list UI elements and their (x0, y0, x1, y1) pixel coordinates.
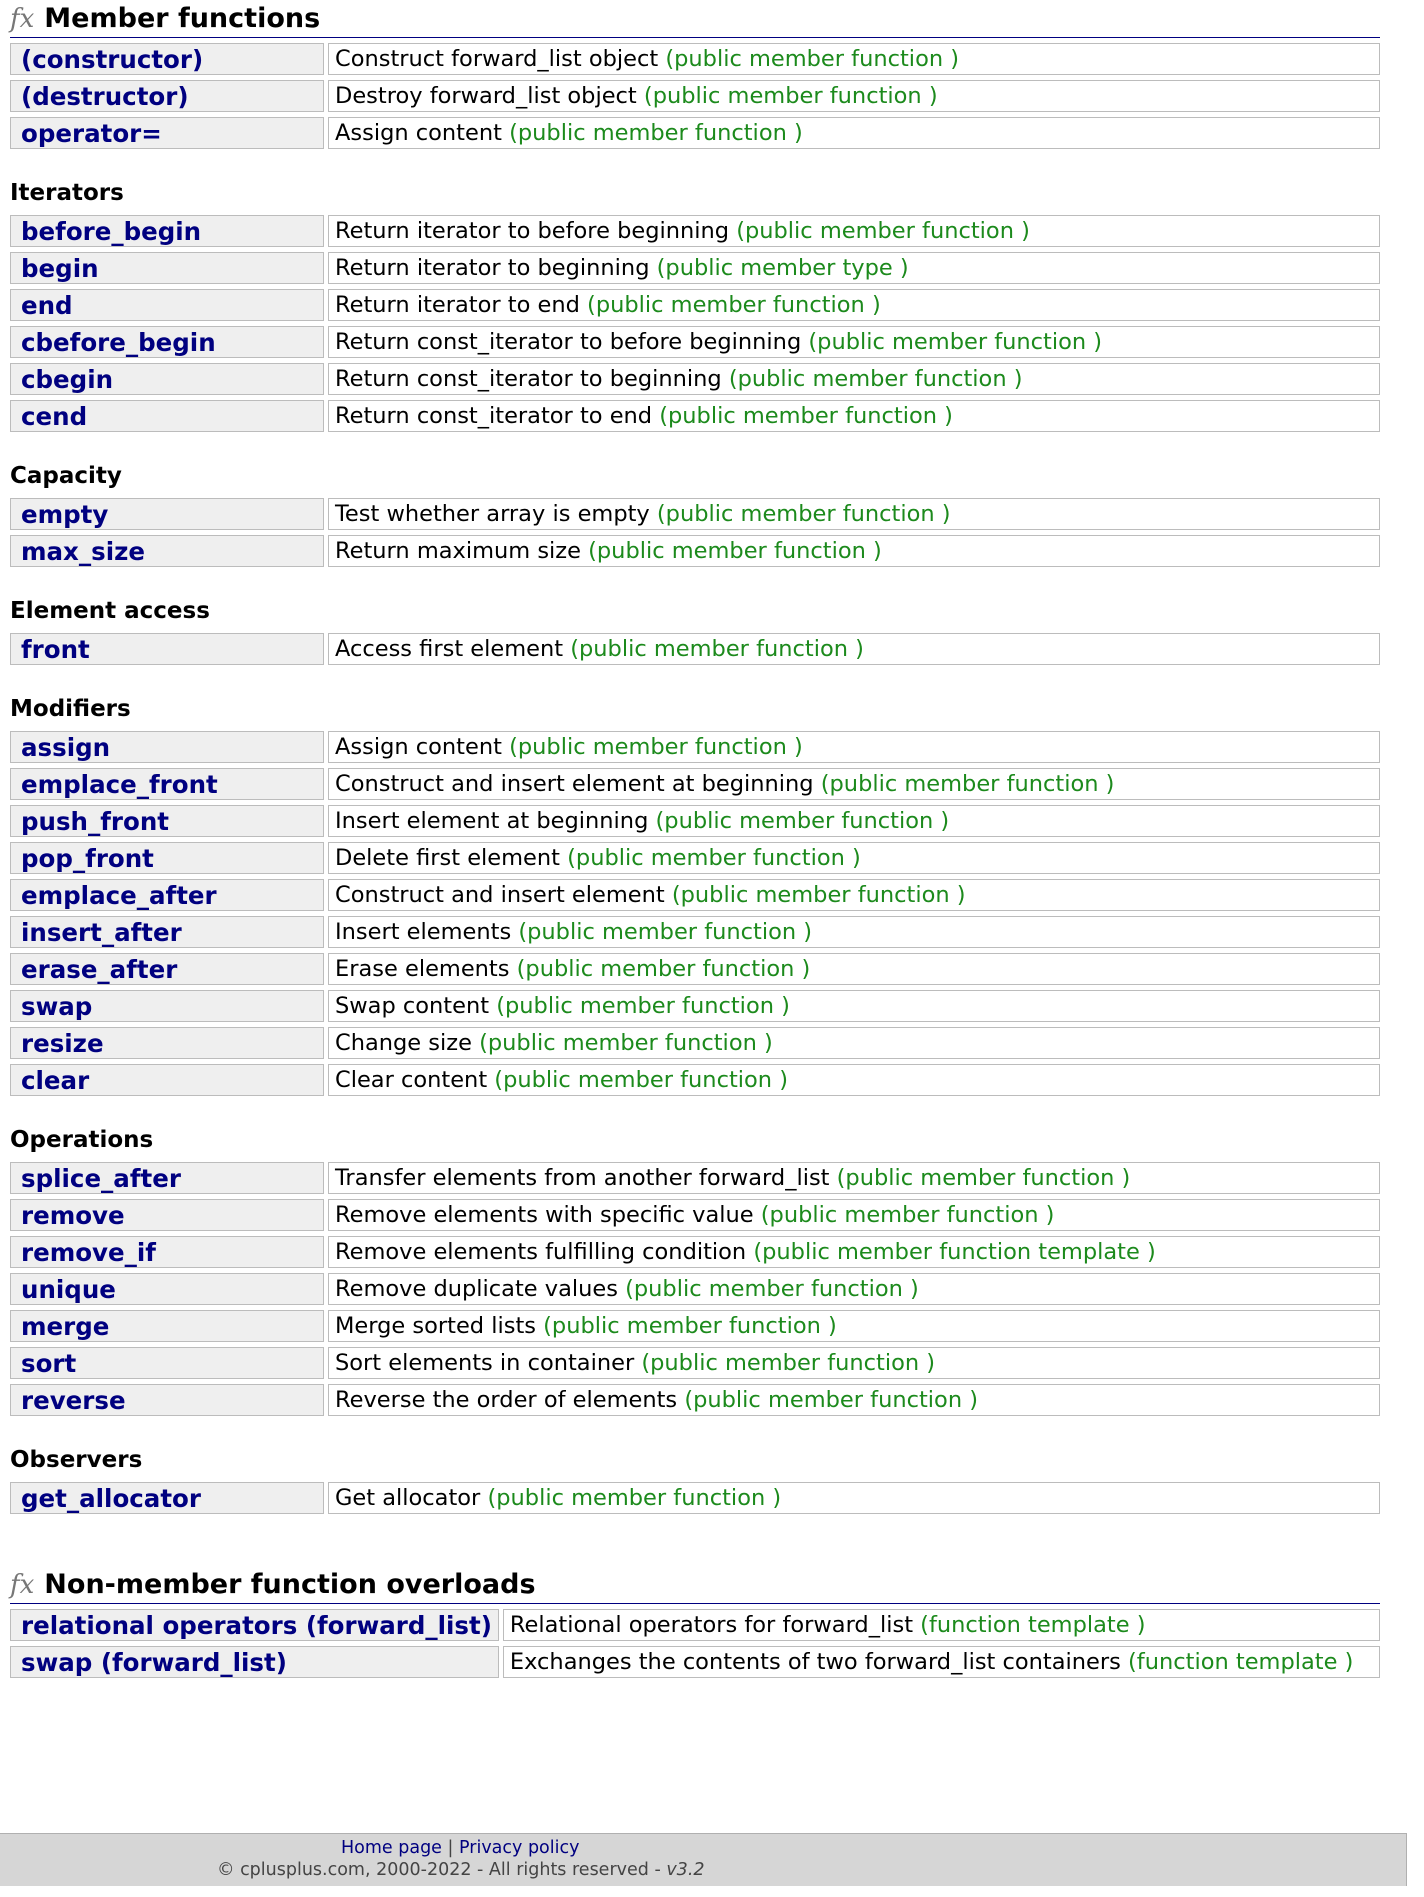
member-type-label: (function template ) (920, 1612, 1146, 1638)
function-description (328, 842, 1380, 874)
member-type-label: (public member function ) (643, 83, 938, 109)
description-text: Return maximum size (335, 538, 581, 564)
member-type-label: (public member function ) (494, 1067, 788, 1093)
description-text: Access first element (335, 636, 564, 662)
member-type-label: (public member function ) (588, 538, 882, 564)
privacy-policy-link[interactable]: Privacy policy (459, 1838, 580, 1858)
description-text: Return const_iterator to before beginning (335, 329, 802, 355)
function-group (10, 594, 1380, 670)
member-groups (10, 176, 1380, 1519)
table-row (10, 1027, 1380, 1059)
member-type-label: (public member function ) (518, 919, 813, 945)
description-text: Relational operators for forward_list (509, 1612, 914, 1638)
function-group (10, 459, 1380, 572)
function-name-link[interactable]: cbefore_begin (10, 326, 324, 358)
function-name-link[interactable]: cend (10, 400, 324, 432)
table-row (10, 80, 1380, 112)
group-heading: Modifiers (10, 696, 131, 722)
description-text: Return const_iterator to beginning (335, 366, 722, 392)
description-text: Reverse the order of elements (335, 1387, 678, 1413)
group-heading: Iterators (10, 180, 124, 206)
function-description (328, 1162, 1380, 1194)
function-name-link[interactable]: remove (10, 1199, 324, 1231)
table-row (10, 289, 1380, 321)
function-description (328, 43, 1380, 75)
table-row (10, 768, 1380, 800)
table-row (10, 1199, 1380, 1231)
function-description (328, 1273, 1380, 1305)
function-description (328, 1199, 1380, 1231)
table-row (10, 1482, 1380, 1514)
description-text: Return const_iterator to end (335, 403, 653, 429)
description-text: Assign content (335, 120, 502, 146)
fx-icon: fx (10, 1570, 35, 1600)
function-description (328, 633, 1380, 665)
function-description (328, 1236, 1380, 1268)
function-description (328, 768, 1380, 800)
description-text: Swap content (335, 993, 490, 1019)
function-name-link[interactable]: resize (10, 1027, 324, 1059)
function-description (328, 1482, 1380, 1514)
member-type-label: (public member function ) (684, 1387, 979, 1413)
table-row (10, 1646, 1380, 1678)
function-description (328, 326, 1380, 358)
table-row (10, 1310, 1380, 1342)
member-type-label: (public member function ) (567, 845, 861, 871)
section-heading-member-functions (10, 0, 1380, 38)
function-name-link[interactable]: (destructor) (10, 80, 324, 112)
function-description (328, 805, 1380, 837)
member-type-label: (public member function ) (516, 956, 811, 982)
table-row (10, 498, 1380, 530)
member-type-label: (public member function ) (655, 808, 950, 834)
member-type-label: (public member function ) (808, 329, 1103, 355)
function-name-link[interactable]: relational operators (forward_list) (10, 1609, 499, 1641)
function-name-link[interactable]: reverse (10, 1384, 324, 1416)
function-name-link[interactable]: end (10, 289, 324, 321)
table-row (10, 1162, 1380, 1194)
member-type-label: (public member function ) (656, 501, 951, 527)
table-row (10, 363, 1380, 395)
function-name-link[interactable]: remove_if (10, 1236, 324, 1268)
function-group (10, 1123, 1380, 1421)
table-row (10, 805, 1380, 837)
member-type-label: (public member function ) (820, 771, 1115, 797)
description-text: Return iterator to before beginning (335, 218, 730, 244)
function-description (328, 916, 1380, 948)
footer-links (341, 1838, 579, 1858)
table-row (10, 1609, 1380, 1641)
description-text: Remove elements with specific value (335, 1202, 754, 1228)
table-row (10, 1347, 1380, 1379)
group-heading: Operations (10, 1127, 154, 1153)
function-description (328, 252, 1380, 284)
function-name-link[interactable]: front (10, 633, 324, 665)
footer-separator: | (447, 1838, 454, 1858)
function-name-link[interactable]: cbegin (10, 363, 324, 395)
function-description (328, 535, 1380, 567)
table-row (10, 400, 1380, 432)
table-row (10, 916, 1380, 948)
function-description (503, 1609, 1380, 1641)
function-description (328, 879, 1380, 911)
table-row (10, 326, 1380, 358)
function-description (503, 1646, 1380, 1678)
group-heading: Capacity (10, 463, 122, 489)
member-type-label: (public member function ) (509, 734, 803, 760)
function-table (6, 1477, 1384, 1519)
description-text: Erase elements (335, 956, 510, 982)
table-row (10, 1273, 1380, 1305)
member-type-label: (public member function ) (509, 120, 803, 146)
function-description (328, 498, 1380, 530)
group-heading: Element access (10, 598, 210, 624)
fx-icon: fx (10, 4, 35, 34)
function-name-link[interactable]: sort (10, 1347, 324, 1379)
nonmember-functions-list (10, 1604, 1380, 1683)
function-name-link[interactable]: max_size (10, 535, 324, 567)
description-text: Test whether array is empty (335, 501, 650, 527)
section-title: Member functions (44, 3, 321, 34)
description-text: Construct forward_list object (335, 46, 659, 72)
function-name-link[interactable]: (constructor) (10, 43, 324, 75)
function-name-link[interactable]: emplace_front (10, 768, 324, 800)
group-heading: Observers (10, 1447, 143, 1473)
member-type-label: (public member function ) (641, 1350, 936, 1376)
member-type-label: (public member function ) (671, 882, 966, 908)
member-type-label: (public member function ) (487, 1485, 782, 1511)
description-text: Get allocator (335, 1485, 481, 1511)
table-row (10, 43, 1380, 75)
section-title: Non-member function overloads (44, 1569, 536, 1600)
function-description (328, 289, 1380, 321)
function-name-link[interactable]: before_begin (10, 215, 324, 247)
table-row (10, 990, 1380, 1022)
footer (0, 1833, 1407, 1886)
version: v3.2 (666, 1860, 705, 1880)
function-description (328, 1310, 1380, 1342)
table-row (10, 879, 1380, 911)
function-description (328, 1027, 1380, 1059)
description-text: Merge sorted lists (335, 1313, 536, 1339)
member-type-label: (public member function ) (760, 1202, 1055, 1228)
description-text: Insert elements (335, 919, 512, 945)
home-page-link[interactable]: Home page (341, 1838, 442, 1858)
copyright-text: © cplusplus.com, 2000-2022 - All rights reserved - (217, 1860, 667, 1880)
function-name-link[interactable]: emplace_after (10, 879, 324, 911)
member-type-label: (public member function ) (587, 292, 881, 318)
description-text: Insert element at beginning (335, 808, 649, 834)
function-description (328, 117, 1380, 149)
member-type-label: (public member function ) (736, 218, 1030, 244)
section-heading-nonmember (10, 1566, 1380, 1604)
function-description (328, 400, 1380, 432)
member-type-label: (public member function ) (665, 46, 960, 72)
function-description (328, 80, 1380, 112)
function-table (6, 726, 1384, 1101)
function-name-link[interactable]: swap (10, 990, 324, 1022)
function-table (6, 210, 1384, 437)
member-type-label: (public member function ) (479, 1030, 773, 1056)
member-type-label: (function template ) (1128, 1649, 1354, 1675)
function-description (328, 215, 1380, 247)
table-row (10, 1064, 1380, 1096)
function-name-link[interactable]: merge (10, 1310, 324, 1342)
function-description (328, 1064, 1380, 1096)
function-description (328, 1347, 1380, 1379)
function-group (10, 1443, 1380, 1519)
function-name-link[interactable]: insert_after (10, 916, 324, 948)
function-name-link[interactable]: empty (10, 498, 324, 530)
member-type-label: (public member function ) (836, 1165, 1131, 1191)
member-type-label: (public member function ) (659, 403, 953, 429)
function-name-link[interactable]: get_allocator (10, 1482, 324, 1514)
function-name-link[interactable]: clear (10, 1064, 324, 1096)
table-row (10, 535, 1380, 567)
function-description (328, 953, 1380, 985)
member-functions-list (10, 38, 1380, 154)
description-text: Remove duplicate values (335, 1276, 618, 1302)
member-type-label: (public member function ) (625, 1276, 919, 1302)
function-name-link[interactable]: begin (10, 252, 324, 284)
table-row (10, 1236, 1380, 1268)
description-text: Construct and insert element at beginning (335, 771, 814, 797)
description-text: Destroy forward_list object (335, 83, 637, 109)
table-row (10, 1384, 1380, 1416)
table-row (10, 633, 1380, 665)
function-name-link[interactable]: assign (10, 731, 324, 763)
function-name-link[interactable]: swap (forward_list) (10, 1646, 499, 1678)
table-row (10, 117, 1380, 149)
member-type-label: (public member function ) (728, 366, 1023, 392)
function-description (328, 731, 1380, 763)
table-row (10, 215, 1380, 247)
copyright (217, 1860, 705, 1880)
function-description (328, 363, 1380, 395)
description-text: Construct and insert element (335, 882, 665, 908)
description-text: Return iterator to end (335, 292, 580, 318)
description-text: Exchanges the contents of two forward_list containers (509, 1649, 1121, 1675)
description-text: Sort elements in container (335, 1350, 635, 1376)
function-name-link[interactable]: unique (10, 1273, 324, 1305)
description-text: Remove elements fulfilling condition (335, 1239, 747, 1265)
function-name-link[interactable]: pop_front (10, 842, 324, 874)
table-row (10, 731, 1380, 763)
function-group (10, 692, 1380, 1101)
function-name-link[interactable]: push_front (10, 805, 324, 837)
function-table (6, 38, 1384, 154)
description-text: Change size (335, 1030, 472, 1056)
function-description (328, 1384, 1380, 1416)
description-text: Transfer elements from another forward_list (335, 1165, 830, 1191)
member-type-label: (public member function ) (570, 636, 864, 662)
description-text: Assign content (335, 734, 502, 760)
member-type-label: (public member type ) (656, 255, 909, 281)
function-group (10, 176, 1380, 437)
function-table (6, 1157, 1384, 1421)
description-text: Clear content (335, 1067, 488, 1093)
function-table (6, 1604, 1384, 1683)
description-text: Delete first element (335, 845, 560, 871)
function-name-link[interactable]: operator= (10, 117, 324, 149)
member-type-label: (public member function template ) (753, 1239, 1156, 1265)
function-name-link[interactable]: splice_after (10, 1162, 324, 1194)
function-name-link[interactable]: erase_after (10, 953, 324, 985)
function-table (6, 493, 1384, 572)
function-table (6, 628, 1384, 670)
description-text: Return iterator to beginning (335, 255, 650, 281)
table-row (10, 953, 1380, 985)
member-type-label: (public member function ) (496, 993, 790, 1019)
table-row (10, 842, 1380, 874)
member-type-label: (public member function ) (543, 1313, 837, 1339)
content (10, 0, 1380, 1683)
table-row (10, 252, 1380, 284)
function-description (328, 990, 1380, 1022)
